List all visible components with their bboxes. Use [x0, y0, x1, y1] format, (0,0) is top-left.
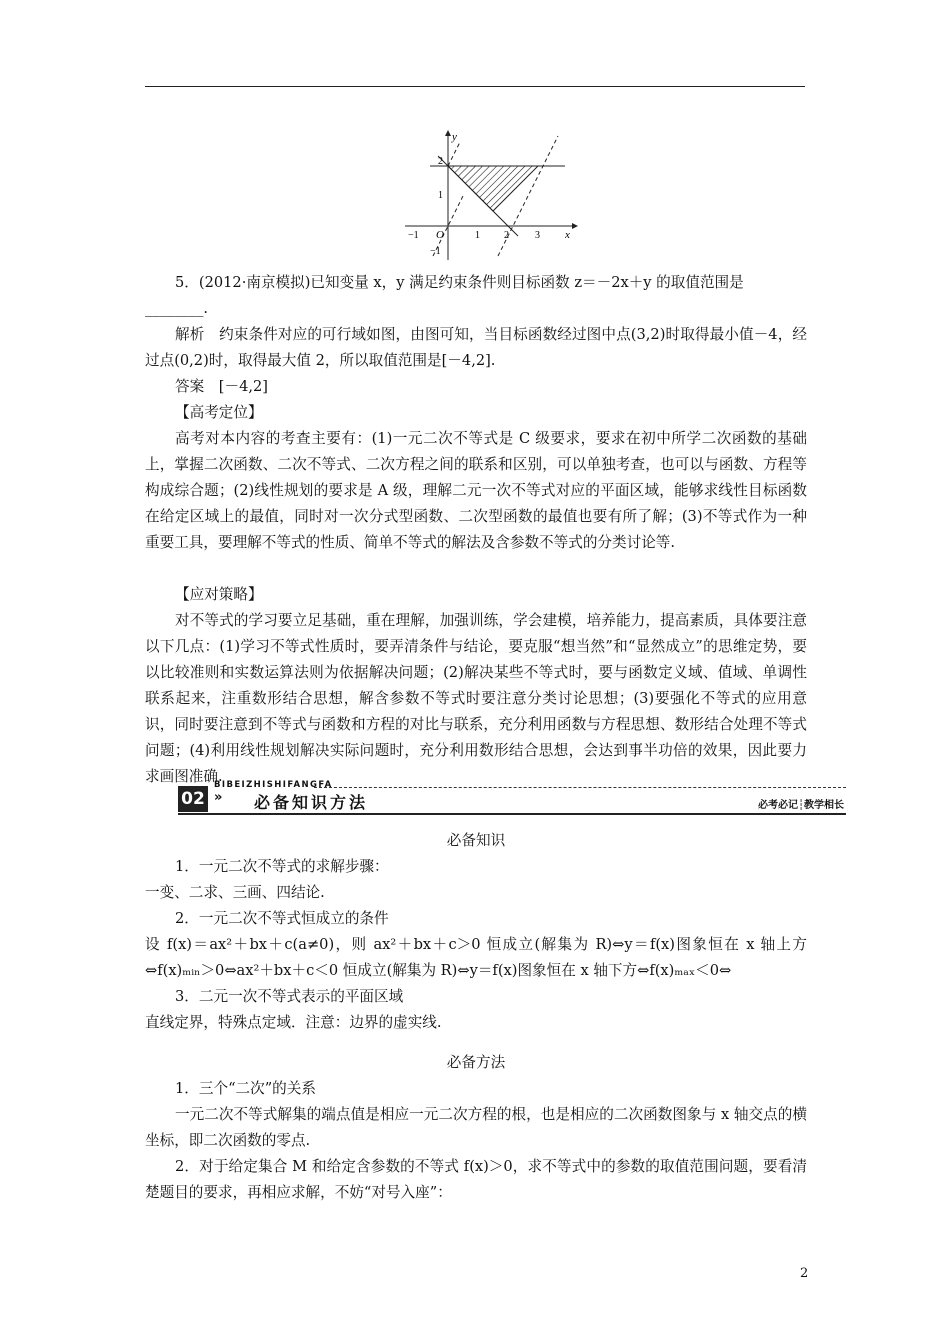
- feasible-region-plot: [400, 128, 580, 263]
- chevron-icon: »: [214, 790, 223, 805]
- knowledge-item-3: 3．二元一次不等式表示的平面区域: [175, 988, 404, 1005]
- strategy-body: 对不等式的学习要立足基础，重在理解，加强训练，学会建模，培养能力，提高素质，具体要注意以下几点：(1)学习不等式性质时，要弄清条件与结论，要克服“想当然”和“显然成立”的思维定势，要以比较准则和实数运算法则为依据解决问题；(2)解决某些不等式时，要与函数定义域、值域、单调性联系起来，注重数形结合思想，解含参数不等式时要注意分类讨论思想；(3)要强化不等式的应用意识，同时要注意到不等式与函数和方程的对比与联系，充分利用函数与方程思想、数形结合处理不等式问题；(4)利用线性规划解决实际问题时，充分利用数形结合思想，会达到事半功倍的效果，因此要力求画图准确.: [145, 612, 807, 785]
- section-banner: [178, 780, 846, 820]
- problem-5: [145, 270, 807, 400]
- x-tick-label: 1: [475, 230, 480, 241]
- methods-section: [145, 1050, 807, 1206]
- gaokao-section: [145, 400, 807, 556]
- gaokao-body: 高考对本内容的考查主要有：(1)一元二次不等式是 C 级要求，要求在初中所学二次函数的基础上，掌握二次函数、二次不等式、二次方程之间的联系和区别，可以单独考查，也可以与函数、方程等构成综合题；(2)线性规划的要求是 A 级，理解二元一次不等式对应的平面区域，能够求线性目标函数在给定区域上的最值，同时对一次分式型函数、二次型函数的最值也要有所了解；(3)不等式作为一种重要工具，要理解不等式的性质、简单不等式的解法及含参数不等式的分类讨论等.: [145, 430, 807, 551]
- x-axis-label: x: [565, 229, 570, 241]
- x-tick-label: 3: [535, 230, 540, 241]
- methods-heading: 必备方法: [446, 1054, 506, 1071]
- knowledge-item-1-body: 一变、二求、三画、四结论.: [145, 884, 325, 901]
- knowledge-item-3-body: 直线定界，特殊点定域．注意：边界的虚实线.: [145, 1014, 442, 1031]
- y-tick-label: −1: [430, 246, 441, 257]
- header-rule: [145, 86, 805, 87]
- answer: 答案 [－4,2]: [175, 378, 268, 395]
- gaokao-heading: 【高考定位】: [175, 404, 263, 421]
- banner-number: 02: [178, 786, 208, 812]
- knowledge-heading: 必备知识: [446, 832, 506, 849]
- banner-right: 必考必记┆教学相长: [757, 800, 844, 811]
- page-number: 2: [800, 1266, 809, 1281]
- feasible-region-figure: [400, 128, 580, 263]
- x-tick-label: 2: [504, 230, 509, 241]
- shaded-region: [448, 166, 538, 211]
- banner-pinyin: BIBEIZHISHIFANGFA: [214, 780, 333, 790]
- methods-item-1: 1．三个“二次”的关系: [175, 1080, 316, 1097]
- y-tick-label: 2: [438, 156, 443, 167]
- problem-5-stem: 5．(2012·南京模拟)已知变量 x，y 满足约束条件则目标函数 z＝－2x＋y 的取值范围是: [175, 274, 744, 291]
- y-axis-label: y: [452, 131, 457, 143]
- answer-blank: ________.: [145, 300, 209, 317]
- knowledge-item-1: 1．一元二次不等式的求解步骤：: [175, 858, 389, 875]
- y-axis-arrow: [445, 130, 451, 136]
- y-tick-label: 1: [438, 190, 443, 201]
- strategy-heading: 【应对策略】: [175, 586, 263, 603]
- strategy-section: [145, 582, 807, 790]
- banner-rule: [178, 813, 846, 815]
- x-axis-arrow: [572, 223, 578, 229]
- knowledge-item-2: 2．一元二次不等式恒成立的条件: [175, 910, 389, 927]
- banner-dashline: [314, 787, 846, 788]
- analysis: 解析 约束条件对应的可行域如图，由图可知，当目标函数经过图中点(3,2)时取得最小值－4，经过点(0,2)时，取得最大值 2，所以取值范围是[－4,2].: [145, 326, 807, 369]
- knowledge-item-2-body: 设 f(x)＝ax²＋bx＋c(a≠0)，则 ax²＋bx＋c＞0 恒成立(解集为 R)⇔y＝f(x)图象恒在 x 轴上方⇔f(x)ₘᵢₙ＞0⇔ax²＋bx＋c＜0 恒成立(解集为 R)⇔y＝f(x)图象恒在 x 轴下方⇔f(x)ₘₐₓ＜0⇔: [145, 936, 807, 979]
- methods-item-2: 2．对于给定集合 M 和给定含参数的不等式 f(x)＞0，求不等式中的参数的取值范围问题，要看清楚题目的要求，再相应求解，不妨“对号入座”：: [145, 1158, 807, 1201]
- origin-label: O: [436, 229, 444, 241]
- methods-item-1-body: 一元二次不等式解集的端点值是相应一元二次方程的根，也是相应的二次函数图象与 x 轴交点的横坐标，即二次函数的零点.: [145, 1106, 807, 1149]
- knowledge-section: [145, 828, 807, 1036]
- x-tick-label: −1: [408, 230, 419, 241]
- banner-title: 必备知识方法: [254, 793, 369, 812]
